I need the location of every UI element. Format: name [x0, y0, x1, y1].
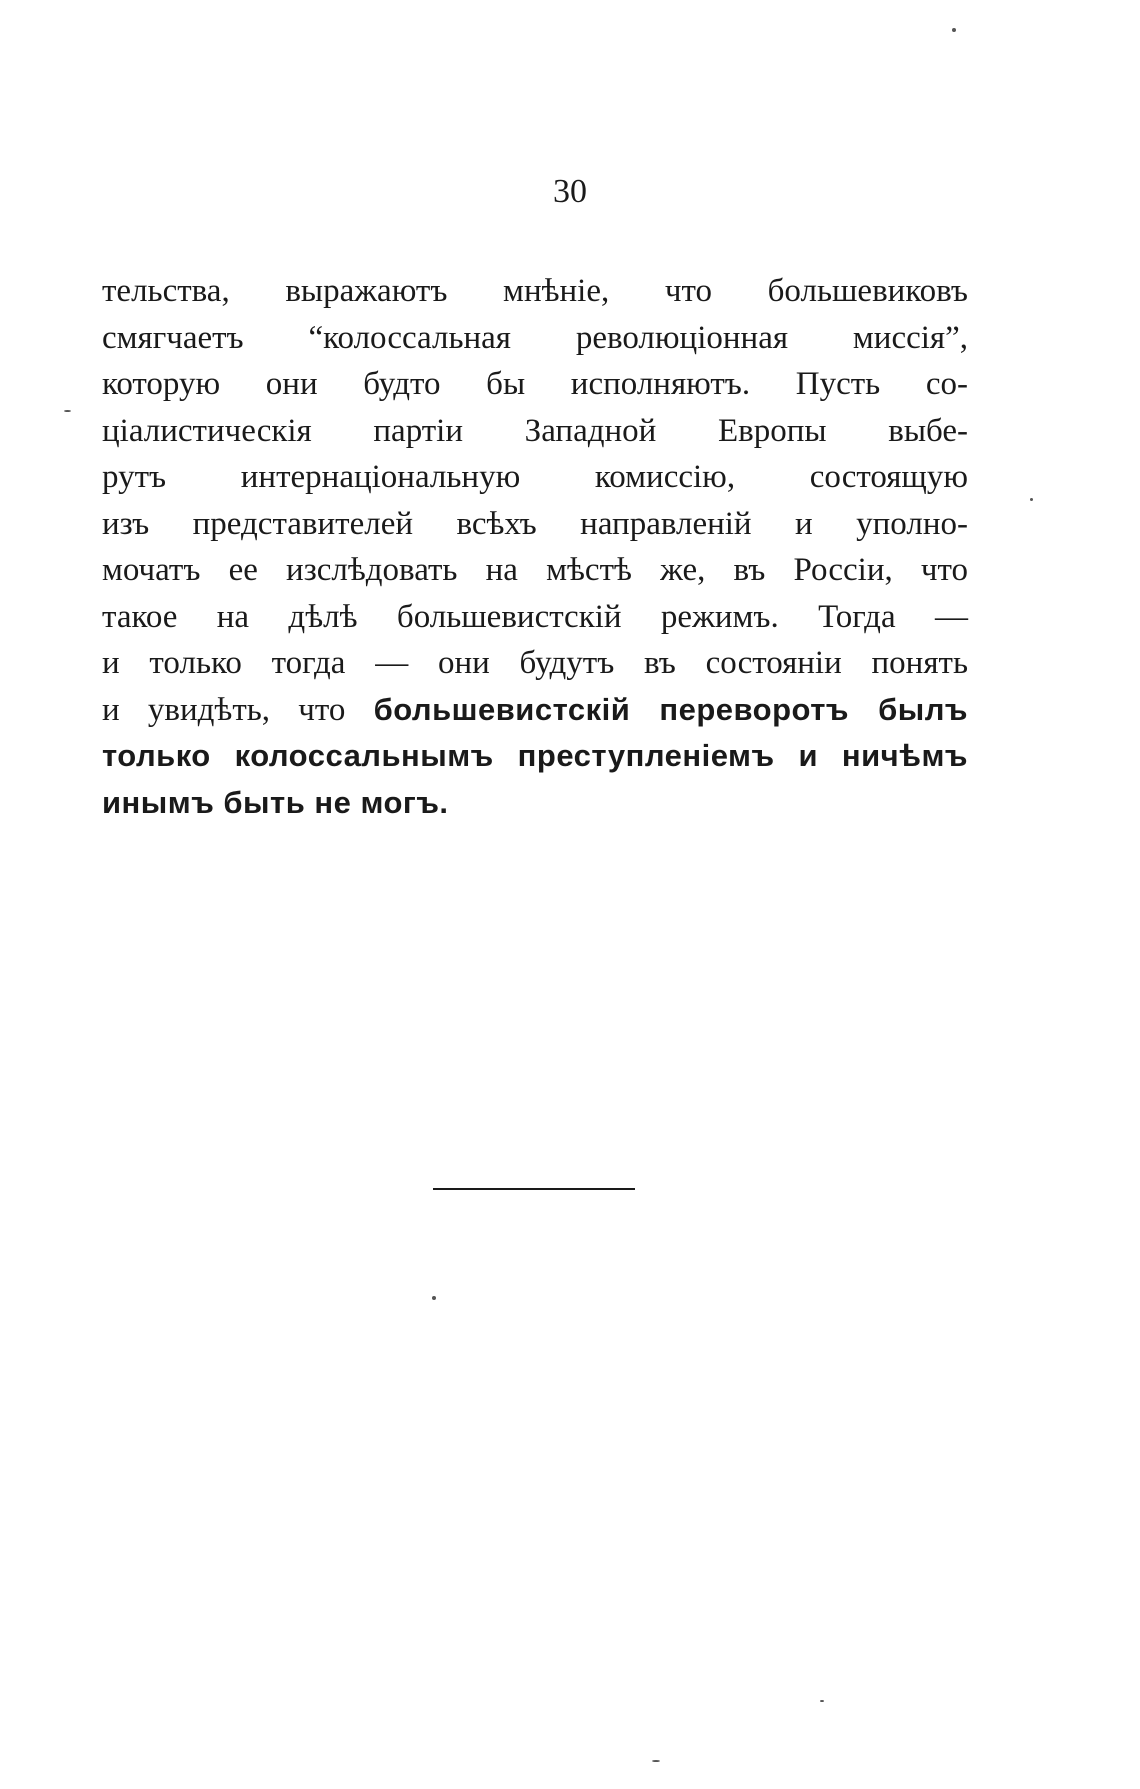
- text-line: рутъ интернаціональную комиссію, состоящую: [102, 459, 968, 495]
- emphasis-text: большевистскій переворотъ былъ: [373, 691, 969, 727]
- emphasis-line-final: инымъ быть не могъ.: [102, 784, 449, 820]
- text-line: ціалистическія партіи Западной Европы выбе-: [102, 412, 968, 449]
- text-line: и только тогда — они будутъ въ состояніи понять: [102, 645, 968, 681]
- text-line-mixed: [102, 687, 968, 734]
- text-line: изъ представителей всѣхъ направленій и уполно-: [102, 505, 968, 542]
- scan-speck: [952, 28, 956, 32]
- scan-speck: [1030, 498, 1033, 501]
- scan-speck: [820, 1700, 824, 1702]
- scan-speck: [432, 1296, 436, 1300]
- page-number: 30: [553, 173, 587, 210]
- scan-speck: [652, 1760, 660, 1762]
- body-paragraph: [102, 268, 968, 826]
- text-line: смягчаетъ “колоссальная революціонная миссія”,: [102, 319, 968, 356]
- text-line: такое на дѣлѣ большевистскій режимъ. Тогда —: [102, 598, 968, 635]
- text-line: мочатъ ее изслѣдовать на мѣстѣ же, въ Россіи, что: [102, 552, 968, 588]
- emphasis-line: только колоссальнымъ преступленіемъ и ничѣмъ: [102, 738, 968, 773]
- text-line: которую они будто бы исполняютъ. Пусть со-: [102, 366, 968, 402]
- scan-speck: [64, 410, 71, 412]
- regular-text: и увидѣть, что: [102, 691, 346, 728]
- section-divider: [433, 1188, 635, 1190]
- text-line: тельства, выражаютъ мнѣніе, что большевиковъ: [102, 273, 968, 309]
